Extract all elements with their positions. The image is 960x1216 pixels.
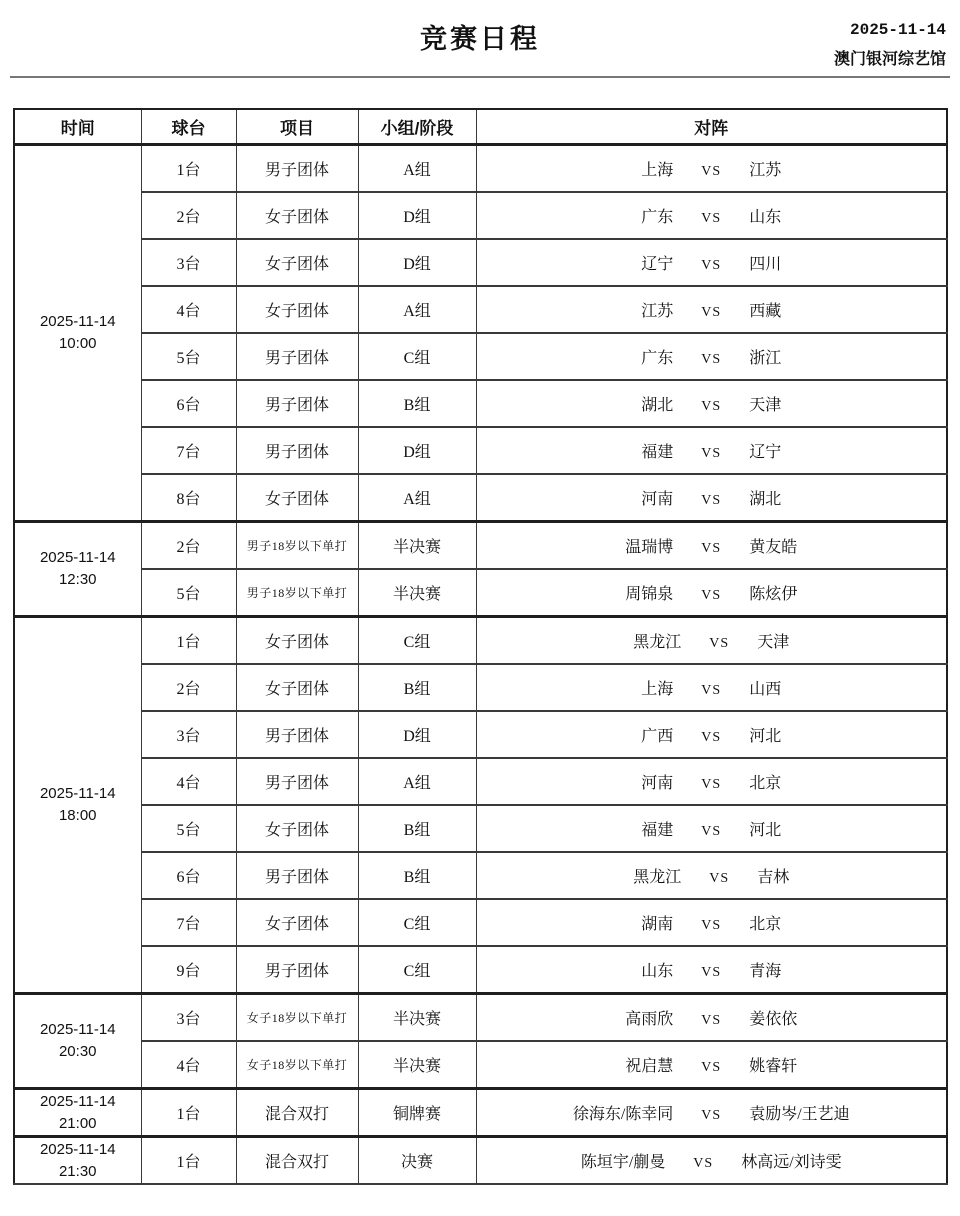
table-row: [14, 852, 947, 899]
matchup-cell: [476, 286, 947, 333]
matchup: [633, 629, 789, 652]
vs-label: VS: [701, 164, 722, 179]
away-side: 袁励岑/王艺迪: [749, 1106, 850, 1123]
table-row: [14, 380, 947, 427]
table-number-cell: 1台: [141, 1089, 236, 1137]
home-side: 广西: [641, 728, 674, 745]
matchup: [625, 1053, 797, 1076]
event-cell: 男子团体: [236, 380, 358, 427]
table-number-cell: 2台: [141, 664, 236, 711]
matchup: [573, 1101, 850, 1124]
vs-label: VS: [701, 352, 722, 367]
matchup-cell: [476, 994, 947, 1042]
table-row: [14, 899, 947, 946]
matchup-cell: [476, 239, 947, 286]
event-cell: 女子18岁以下单打: [236, 994, 358, 1042]
matchup-cell: [476, 522, 947, 570]
col-header-event: 项目: [236, 109, 358, 145]
event-cell: 女子团体: [236, 239, 358, 286]
vs-label: VS: [701, 541, 722, 556]
table-number-cell: 4台: [141, 758, 236, 805]
event-cell: 男子团体: [236, 333, 358, 380]
table-row: [14, 1137, 947, 1185]
session-date: 2025-11-14: [39, 1092, 116, 1110]
table-row: [14, 286, 947, 333]
vs-label: VS: [693, 1156, 714, 1171]
home-side: 福建: [641, 822, 674, 839]
col-header-matchup: 对阵: [476, 109, 947, 145]
vs-label: VS: [701, 588, 722, 603]
matchup: [641, 817, 781, 840]
matchup: [641, 723, 781, 746]
away-side: 山西: [749, 681, 782, 698]
stage-cell: D组: [358, 239, 476, 286]
table-number-cell: 1台: [141, 145, 236, 193]
time-cell: [14, 522, 141, 617]
matchup-cell: [476, 1089, 947, 1137]
home-side: 周锦泉: [625, 586, 674, 603]
matchup: [641, 392, 781, 415]
header-meta: [834, 21, 946, 69]
matchup: [641, 911, 781, 934]
event-cell: 男子18岁以下单打: [236, 522, 358, 570]
matchup: [581, 1149, 842, 1172]
session-time: 18:00: [58, 807, 97, 824]
event-cell: 男子团体: [236, 427, 358, 474]
stage-cell: 决赛: [358, 1137, 476, 1185]
matchup: [625, 581, 797, 604]
matchup-cell: [476, 474, 947, 522]
stage-cell: 半决赛: [358, 522, 476, 570]
matchup: [641, 298, 781, 321]
event-cell: 男子团体: [236, 946, 358, 994]
home-side: 湖南: [641, 916, 674, 933]
table-row: [14, 711, 947, 758]
event-cell: 女子团体: [236, 286, 358, 333]
away-side: 北京: [749, 916, 782, 933]
table-number-cell: 1台: [141, 617, 236, 665]
col-header-stage: 小组/阶段: [358, 109, 476, 145]
home-side: 高雨欣: [625, 1011, 674, 1028]
table-number-cell: 5台: [141, 805, 236, 852]
event-cell: 混合双打: [236, 1089, 358, 1137]
header-date: 2025-11-14: [849, 21, 946, 39]
time-cell: [14, 145, 141, 522]
schedule-header-row: [14, 109, 947, 145]
vs-label: VS: [701, 258, 722, 273]
stage-cell: C组: [358, 946, 476, 994]
event-cell: 男子团体: [236, 758, 358, 805]
table-number-cell: 3台: [141, 711, 236, 758]
session-time: 12:30: [58, 571, 97, 588]
away-side: 江苏: [749, 162, 782, 179]
vs-label: VS: [709, 871, 730, 886]
away-side: 辽宁: [749, 444, 782, 461]
home-side: 黑龙江: [633, 634, 682, 651]
vs-label: VS: [701, 493, 722, 508]
vs-label: VS: [701, 211, 722, 226]
vs-label: VS: [701, 1108, 722, 1123]
event-cell: 男子团体: [236, 145, 358, 193]
table-row: [14, 569, 947, 617]
session-time: 21:00: [58, 1114, 97, 1132]
event-cell: 女子团体: [236, 617, 358, 665]
schedule-table: [13, 108, 948, 1185]
header-venue: 澳门银河综艺馆: [833, 51, 946, 68]
table-row: [14, 427, 947, 474]
stage-cell: B组: [358, 664, 476, 711]
matchup-cell: [476, 1137, 947, 1185]
col-header-time: 时间: [14, 109, 141, 145]
stage-cell: C组: [358, 333, 476, 380]
session-time: 21:30: [58, 1162, 97, 1180]
table-number-cell: 9台: [141, 946, 236, 994]
matchup: [641, 204, 781, 227]
away-side: 湖北: [749, 491, 782, 508]
home-side: 湖北: [641, 397, 674, 414]
matchup-cell: [476, 617, 947, 665]
time-cell: [14, 617, 141, 994]
home-side: 广东: [641, 209, 674, 226]
home-side: 福建: [641, 444, 674, 461]
home-side: 江苏: [641, 303, 674, 320]
away-side: 青海: [749, 963, 782, 980]
event-cell: 女子团体: [236, 192, 358, 239]
matchup: [641, 676, 781, 699]
matchup: [641, 157, 781, 180]
matchup-cell: [476, 569, 947, 617]
table-number-cell: 3台: [141, 239, 236, 286]
table-row: [14, 664, 947, 711]
stage-cell: D组: [358, 192, 476, 239]
matchup-cell: [476, 758, 947, 805]
session-date: 2025-11-14: [39, 549, 116, 567]
stage-cell: D组: [358, 427, 476, 474]
stage-cell: C组: [358, 617, 476, 665]
matchup: [641, 958, 781, 981]
session-time: 20:30: [58, 1043, 97, 1060]
stage-cell: B组: [358, 805, 476, 852]
matchup-cell: [476, 946, 947, 994]
matchup: [641, 345, 781, 368]
vs-label: VS: [701, 305, 722, 320]
stage-cell: 半决赛: [358, 1041, 476, 1089]
vs-label: VS: [701, 824, 722, 839]
table-row: [14, 758, 947, 805]
table-number-cell: 5台: [141, 569, 236, 617]
table-number-cell: 2台: [141, 522, 236, 570]
table-row: [14, 617, 947, 665]
matchup: [641, 486, 781, 509]
event-cell: 男子团体: [236, 711, 358, 758]
matchup: [641, 251, 781, 274]
away-side: 北京: [749, 775, 782, 792]
table-row: [14, 805, 947, 852]
table-row: [14, 239, 947, 286]
away-side: 浙江: [749, 350, 782, 367]
session-date: 2025-11-14: [39, 1021, 116, 1039]
event-cell: 男子团体: [236, 852, 358, 899]
schedule-body: [14, 145, 947, 1185]
stage-cell: 半决赛: [358, 569, 476, 617]
home-side: 山东: [641, 963, 674, 980]
home-side: 黑龙江: [633, 869, 682, 886]
matchup: [641, 770, 781, 793]
table-number-cell: 4台: [141, 1041, 236, 1089]
matchup-cell: [476, 711, 947, 758]
away-side: 河北: [749, 728, 782, 745]
stage-cell: A组: [358, 286, 476, 333]
table-row: [14, 994, 947, 1042]
table-row: [14, 333, 947, 380]
table-number-cell: 6台: [141, 852, 236, 899]
away-side: 陈炫伊: [749, 586, 798, 603]
vs-label: VS: [701, 730, 722, 745]
event-cell: 男子18岁以下单打: [236, 569, 358, 617]
home-side: 陈垣宇/蒯曼: [580, 1154, 666, 1171]
table-number-cell: 3台: [141, 994, 236, 1042]
event-cell: 女子团体: [236, 805, 358, 852]
away-side: 天津: [749, 397, 782, 414]
table-number-cell: 5台: [141, 333, 236, 380]
time-cell: [14, 1089, 141, 1137]
matchup-cell: [476, 805, 947, 852]
page-title: 竞赛日程: [420, 24, 540, 54]
table-number-cell: 1台: [141, 1137, 236, 1185]
session-date: 2025-11-14: [39, 785, 116, 803]
matchup: [625, 1006, 797, 1029]
table-row: [14, 946, 947, 994]
home-side: 广东: [641, 350, 674, 367]
away-side: 河北: [749, 822, 782, 839]
vs-label: VS: [701, 683, 722, 698]
table-row: [14, 474, 947, 522]
stage-cell: D组: [358, 711, 476, 758]
header-divider: [10, 76, 950, 78]
home-side: 徐海东/陈幸同: [572, 1106, 674, 1123]
vs-label: VS: [701, 446, 722, 461]
matchup-cell: [476, 664, 947, 711]
vs-label: VS: [701, 965, 722, 980]
col-header-table: 球台: [141, 109, 236, 145]
away-side: 西藏: [749, 303, 782, 320]
matchup-cell: [476, 333, 947, 380]
stage-cell: 半决赛: [358, 994, 476, 1042]
matchup-cell: [476, 1041, 947, 1089]
vs-label: VS: [701, 1060, 722, 1075]
matchup: [625, 534, 797, 557]
away-side: 四川: [749, 256, 782, 273]
stage-cell: B组: [358, 380, 476, 427]
event-cell: 混合双打: [236, 1137, 358, 1185]
home-side: 温瑞博: [625, 539, 674, 556]
table-number-cell: 8台: [141, 474, 236, 522]
home-side: 上海: [641, 162, 674, 179]
matchup: [633, 864, 789, 887]
away-side: 山东: [749, 209, 782, 226]
home-side: 河南: [641, 775, 674, 792]
away-side: 天津: [757, 634, 790, 651]
time-cell: [14, 994, 141, 1089]
matchup-cell: [476, 380, 947, 427]
event-cell: 女子团体: [236, 474, 358, 522]
vs-label: VS: [701, 918, 722, 933]
matchup: [641, 439, 781, 462]
stage-cell: C组: [358, 899, 476, 946]
table-row: [14, 1089, 947, 1137]
stage-cell: B组: [358, 852, 476, 899]
matchup-cell: [476, 145, 947, 193]
matchup-cell: [476, 427, 947, 474]
table-row: [14, 1041, 947, 1089]
stage-cell: A组: [358, 145, 476, 193]
table-row: [14, 522, 947, 570]
matchup-cell: [476, 852, 947, 899]
table-number-cell: 2台: [141, 192, 236, 239]
away-side: 姜依依: [749, 1011, 798, 1028]
away-side: 姚睿轩: [749, 1058, 798, 1075]
stage-cell: 铜牌赛: [358, 1089, 476, 1137]
table-number-cell: 7台: [141, 899, 236, 946]
page-header: [0, 0, 960, 77]
home-side: 上海: [641, 681, 674, 698]
time-cell: [14, 1137, 141, 1185]
event-cell: 女子团体: [236, 664, 358, 711]
vs-label: VS: [709, 636, 730, 651]
table-row: [14, 145, 947, 193]
stage-cell: A组: [358, 474, 476, 522]
vs-label: VS: [701, 399, 722, 414]
vs-label: VS: [701, 1013, 722, 1028]
vs-label: VS: [701, 777, 722, 792]
matchup-cell: [476, 192, 947, 239]
session-date: 2025-11-14: [39, 313, 116, 331]
away-side: 吉林: [757, 869, 790, 886]
table-number-cell: 4台: [141, 286, 236, 333]
table-number-cell: 7台: [141, 427, 236, 474]
away-side: 林高远/刘诗雯: [741, 1154, 842, 1171]
session-date: 2025-11-14: [39, 1140, 116, 1158]
table-row: [14, 192, 947, 239]
matchup-cell: [476, 899, 947, 946]
home-side: 祝启慧: [625, 1058, 674, 1075]
home-side: 河南: [641, 491, 674, 508]
stage-cell: A组: [358, 758, 476, 805]
event-cell: 女子团体: [236, 899, 358, 946]
table-number-cell: 6台: [141, 380, 236, 427]
away-side: 黄友皓: [749, 539, 798, 556]
event-cell: 女子18岁以下单打: [236, 1041, 358, 1089]
session-time: 10:00: [58, 335, 97, 352]
home-side: 辽宁: [641, 256, 674, 273]
